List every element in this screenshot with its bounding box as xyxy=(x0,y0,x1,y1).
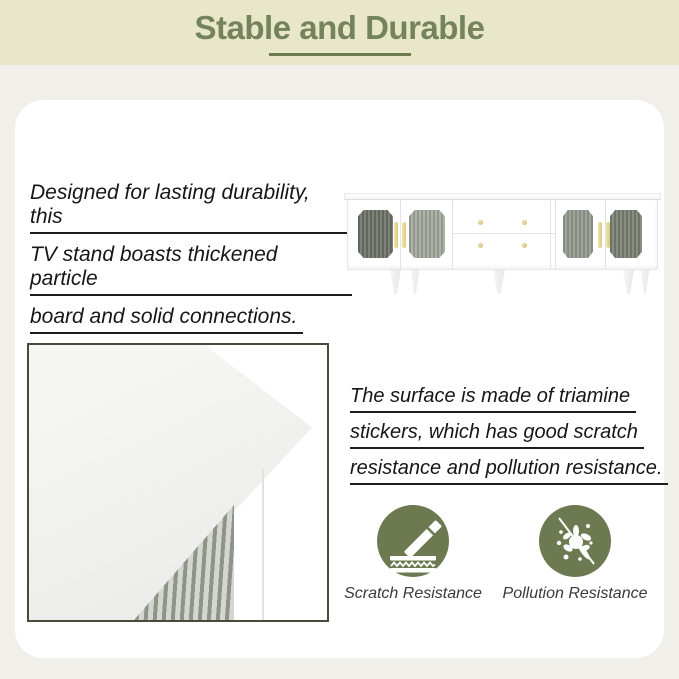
header-band xyxy=(0,0,679,65)
door-handle xyxy=(394,222,398,248)
glass-door-panel xyxy=(610,210,642,258)
feature-scratch-resistance xyxy=(338,505,488,603)
tv-stand-leg xyxy=(410,270,420,294)
door-gap xyxy=(400,200,401,270)
tv-stand-leg xyxy=(389,270,402,294)
drawer-knob xyxy=(478,243,483,248)
feature-label: Pollution Resistance xyxy=(502,585,648,602)
drawer-knob xyxy=(478,220,483,225)
pollution-resistance-icon xyxy=(539,505,611,577)
tv-stand-leg xyxy=(622,270,635,294)
door-gap-line xyxy=(262,469,264,620)
text-line: resistance and pollution resistance. xyxy=(350,457,675,485)
tv-stand-image xyxy=(344,190,662,296)
feature-label: Scratch Resistance xyxy=(344,585,482,602)
tv-stand-body xyxy=(347,200,658,270)
glass-door-panel xyxy=(563,210,593,258)
closeup-image xyxy=(27,343,329,622)
text-line: board and solid connections. xyxy=(30,305,352,334)
title-underline xyxy=(269,53,411,56)
tv-stand-top xyxy=(344,193,661,200)
drawer-knob xyxy=(522,243,527,248)
door-handle xyxy=(402,222,406,248)
tv-stand-leg xyxy=(492,270,506,294)
durability-text xyxy=(30,181,352,343)
text-line: TV stand boasts thickened particle xyxy=(30,243,352,296)
text-line: The surface is made of triamine xyxy=(350,385,675,413)
text-line: Designed for lasting durability, this xyxy=(30,181,352,234)
section-divider xyxy=(555,200,556,270)
drawer-divider xyxy=(452,233,555,234)
tv-stand-leg xyxy=(640,270,650,294)
door-handle xyxy=(606,222,610,248)
glass-door-panel xyxy=(409,210,445,258)
drawer-knob xyxy=(522,220,527,225)
section-divider xyxy=(550,200,551,270)
door-handle xyxy=(598,222,602,248)
page-title: Stable and Durable xyxy=(194,9,485,46)
section-divider xyxy=(452,200,453,270)
surface-text xyxy=(350,385,675,493)
feature-pollution-resistance xyxy=(500,505,650,603)
scratch-resistance-icon xyxy=(377,505,449,577)
text-line: stickers, which has good scratch xyxy=(350,421,675,449)
glass-door-panel xyxy=(358,210,393,258)
